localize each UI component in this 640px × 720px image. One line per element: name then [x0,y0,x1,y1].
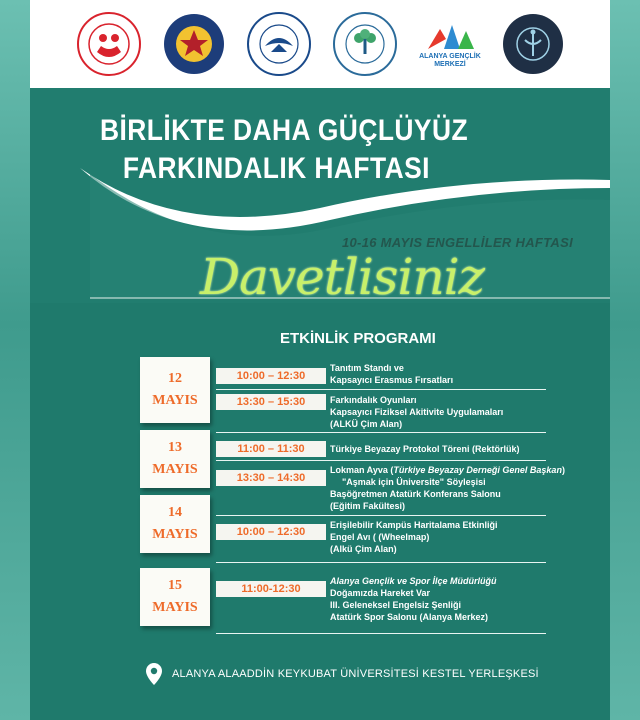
event-details [330,394,503,430]
event-time: 13:30 – 15:30 [216,394,326,410]
day-box-13 [140,430,210,488]
location-pin-icon [146,663,162,685]
divider [216,460,546,461]
event-line: Kapsayıcı Fiziksel Akitivite Uygulamaları [330,407,504,417]
event-line: Alanya Gençlik ve Spor İlçe Müdürlüğü [330,576,497,586]
event-details [330,443,520,455]
divider [216,389,546,390]
day-month: MAYIS [152,600,198,615]
program-title: ETKİNLİK PROGRAMI [280,330,436,347]
aile-sosyal-hizmetler-logo [77,12,141,76]
event-time: 11:00-12:30 [216,581,326,597]
invite-script: Davetlisiniz [200,248,484,306]
alku-engelli-koordinatorlugu-logo [333,12,397,76]
event-details [330,362,453,386]
day-month: MAYIS [152,527,198,542]
alku-universite-logo [247,12,311,76]
location-footer [146,663,539,685]
event-line: Tanıtım Standı ve [330,363,404,373]
event-line: Türkiye Beyazay Protokol Töreni (Rektörlük) [330,444,520,454]
divider [216,515,546,516]
event-line: (ALKÜ Çim Alan) [330,419,403,429]
day-number: 13 [168,440,182,455]
headline-line-2: FARKINDALIK HAFTASI [122,152,430,185]
day-month: MAYIS [152,393,198,408]
event-details [330,575,497,623]
event-line: Kapsayıcı Erasmus Fırsatları [330,375,454,385]
event-line: Engel Avı ( (Wheelmap) [330,532,430,542]
divider [216,432,546,433]
day-box-12 [140,357,210,423]
event-line: Farkındalık Oyunları [330,395,417,405]
event-line: Atatürk Spor Salonu (Alanya Merkez) [330,612,489,622]
event-line: Erişilebilir Kampüs Haritalama Etkinliği [330,520,498,530]
right-border [610,0,640,720]
divider [216,633,546,634]
left-border [0,0,30,720]
event-time: 11:00 – 11:30 [216,441,326,457]
genclik-merkezi-caption: ALANYA GENÇLİK MERKEZİ [419,53,481,68]
location-text: ALANYA ALAADDİN KEYKUBAT ÜNİVERSİTESİ KESTEL YERLEŞKESİ [172,668,539,680]
event-line: "Aşmak için Üniversite" Söyleşisi [342,477,486,487]
event-time: 13:30 – 14:30 [216,470,326,486]
day-number: 14 [168,505,182,520]
event-line: (Eğitim Fakültesi) [330,501,406,511]
event-time: 10:00 – 12:30 [216,524,326,540]
yasama-donmus-logo [503,14,563,74]
event-line: (Alkü Çim Alan) [330,544,397,554]
event-details [330,464,565,512]
headline-line-1: BİRLİKTE DAHA GÜÇLÜYÜZ [100,114,469,147]
poster [30,0,610,720]
day-box-15 [140,568,210,626]
day-number: 12 [168,371,182,386]
day-box-14 [140,495,210,553]
alanya-genclik-merkezi-logo [420,14,480,74]
event-details [330,519,498,555]
event-line: Lokman Ayva (Türkiye Beyazay Derneği Genel Başkan) [330,465,565,475]
logo-bar [30,0,610,88]
alanya-kaymakamligi-logo [164,14,224,74]
week-subtitle: 10-16 MAYIS ENGELLİLER HAFTASI [342,235,573,250]
event-line: Başöğretmen Atatürk Konferans Salonu [330,489,501,499]
event-line: III. Geleneksel Engelsiz Şenliği [330,600,462,610]
divider [216,562,546,563]
headline [100,112,468,188]
event-line: Doğamızda Hareket Var [330,588,431,598]
day-number: 15 [168,578,182,593]
event-time: 10:00 – 12:30 [216,368,326,384]
day-month: MAYIS [152,462,198,477]
